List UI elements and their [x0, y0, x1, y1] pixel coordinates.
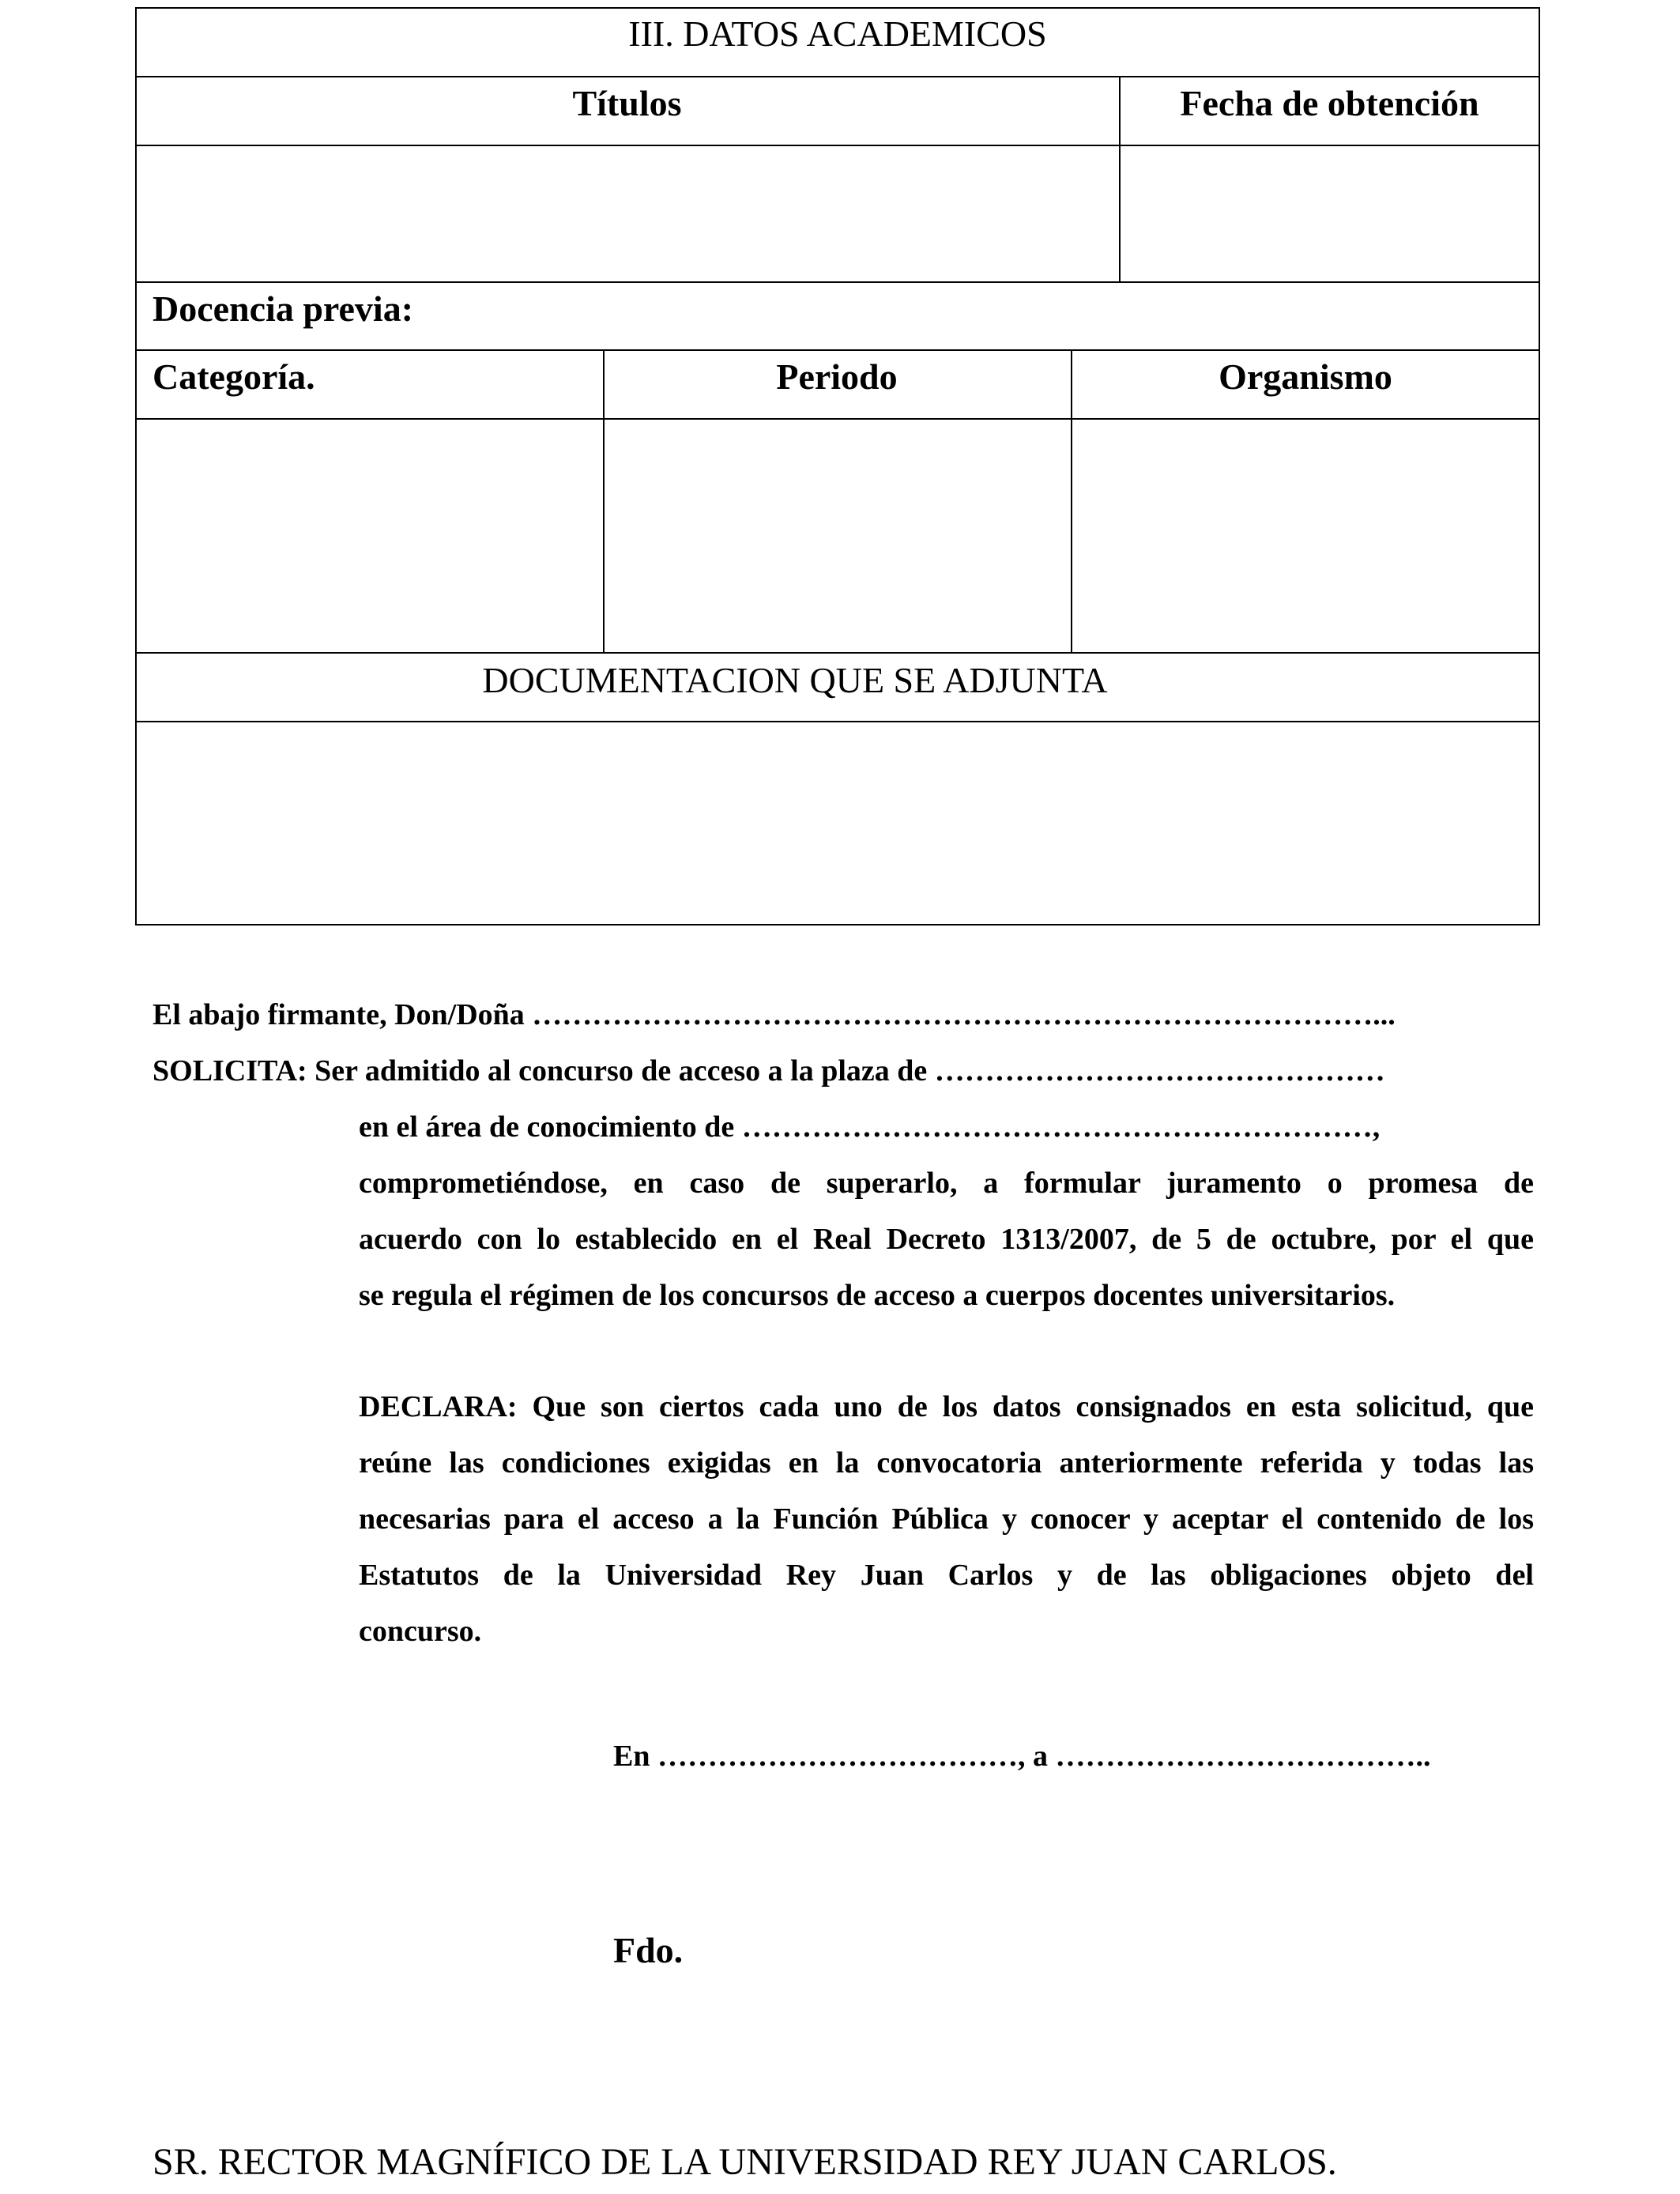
titles-cell[interactable] [137, 146, 1119, 281]
col-header-titles: Títulos [572, 83, 682, 123]
divider [135, 76, 1540, 77]
request-line: SOLICITA: Ser admitido al concurso de acceso a la plaza de ……………………………………… [153, 1054, 1385, 1088]
addressee: SR. RECTOR MAGNÍFICO DE LA UNIVERSIDAD REY JUAN CARLOS. [153, 2141, 1337, 2183]
col-header-category: Categoría. [153, 356, 315, 397]
section-title: III. DATOS ACADEMICOS [628, 13, 1047, 54]
declaration-line: Estatutos de la Universidad Rey Juan Carlos y de las obligaciones objeto del [359, 1559, 1534, 1592]
col-header-organism: Organismo [1219, 356, 1392, 397]
place-date-line: En ………………………………, a ……………………………….. [613, 1740, 1431, 1773]
col-header-period: Periodo [776, 356, 898, 397]
declaration-line: reúne las condiciones exigidas en la convocatoria anteriormente referida y todas las [359, 1446, 1534, 1480]
col-header-date: Fecha de obtención [1180, 83, 1479, 123]
divider [135, 349, 1540, 351]
teaching-label: Docencia previa: [153, 288, 414, 329]
divider [135, 281, 1540, 283]
docs-header: DOCUMENTACION QUE SE ADJUNTA [482, 660, 1108, 700]
docs-cell[interactable] [137, 722, 1539, 924]
declaration-line: necesarias para el acceso a la Función Pública y conocer y aceptar el contenido de los [359, 1502, 1534, 1536]
paragraph-line: se regula el régimen de los concursos de acceso a cuerpos docentes universitarios. [359, 1279, 1396, 1312]
divider [135, 652, 1540, 654]
table-border-bottom [135, 924, 1540, 925]
paragraph-line: acuerdo con lo establecido en el Real Decreto 1313/2007, de 5 de octubre, por el que [359, 1223, 1534, 1256]
period-cell[interactable] [605, 420, 1071, 652]
declaration-line: DECLARA: Que son ciertos cada uno de los datos consignados en esta solicitud, que [359, 1390, 1534, 1423]
paragraph-line: comprometiéndose, en caso de superarlo, a formular juramento o promesa de [359, 1167, 1534, 1200]
date-cell[interactable] [1121, 146, 1539, 281]
signer-line: El abajo firmante, Don/Doña …………………………………………………………………………... [153, 998, 1396, 1031]
area-line: en el área de conocimiento de ………………………………………………………, [359, 1110, 1381, 1144]
signature-label: Fdo. [613, 1930, 684, 1970]
declaration-line: concurso. [359, 1615, 482, 1648]
table-border-top [135, 7, 1540, 9]
category-cell[interactable] [137, 420, 603, 652]
organism-cell[interactable] [1072, 420, 1539, 652]
